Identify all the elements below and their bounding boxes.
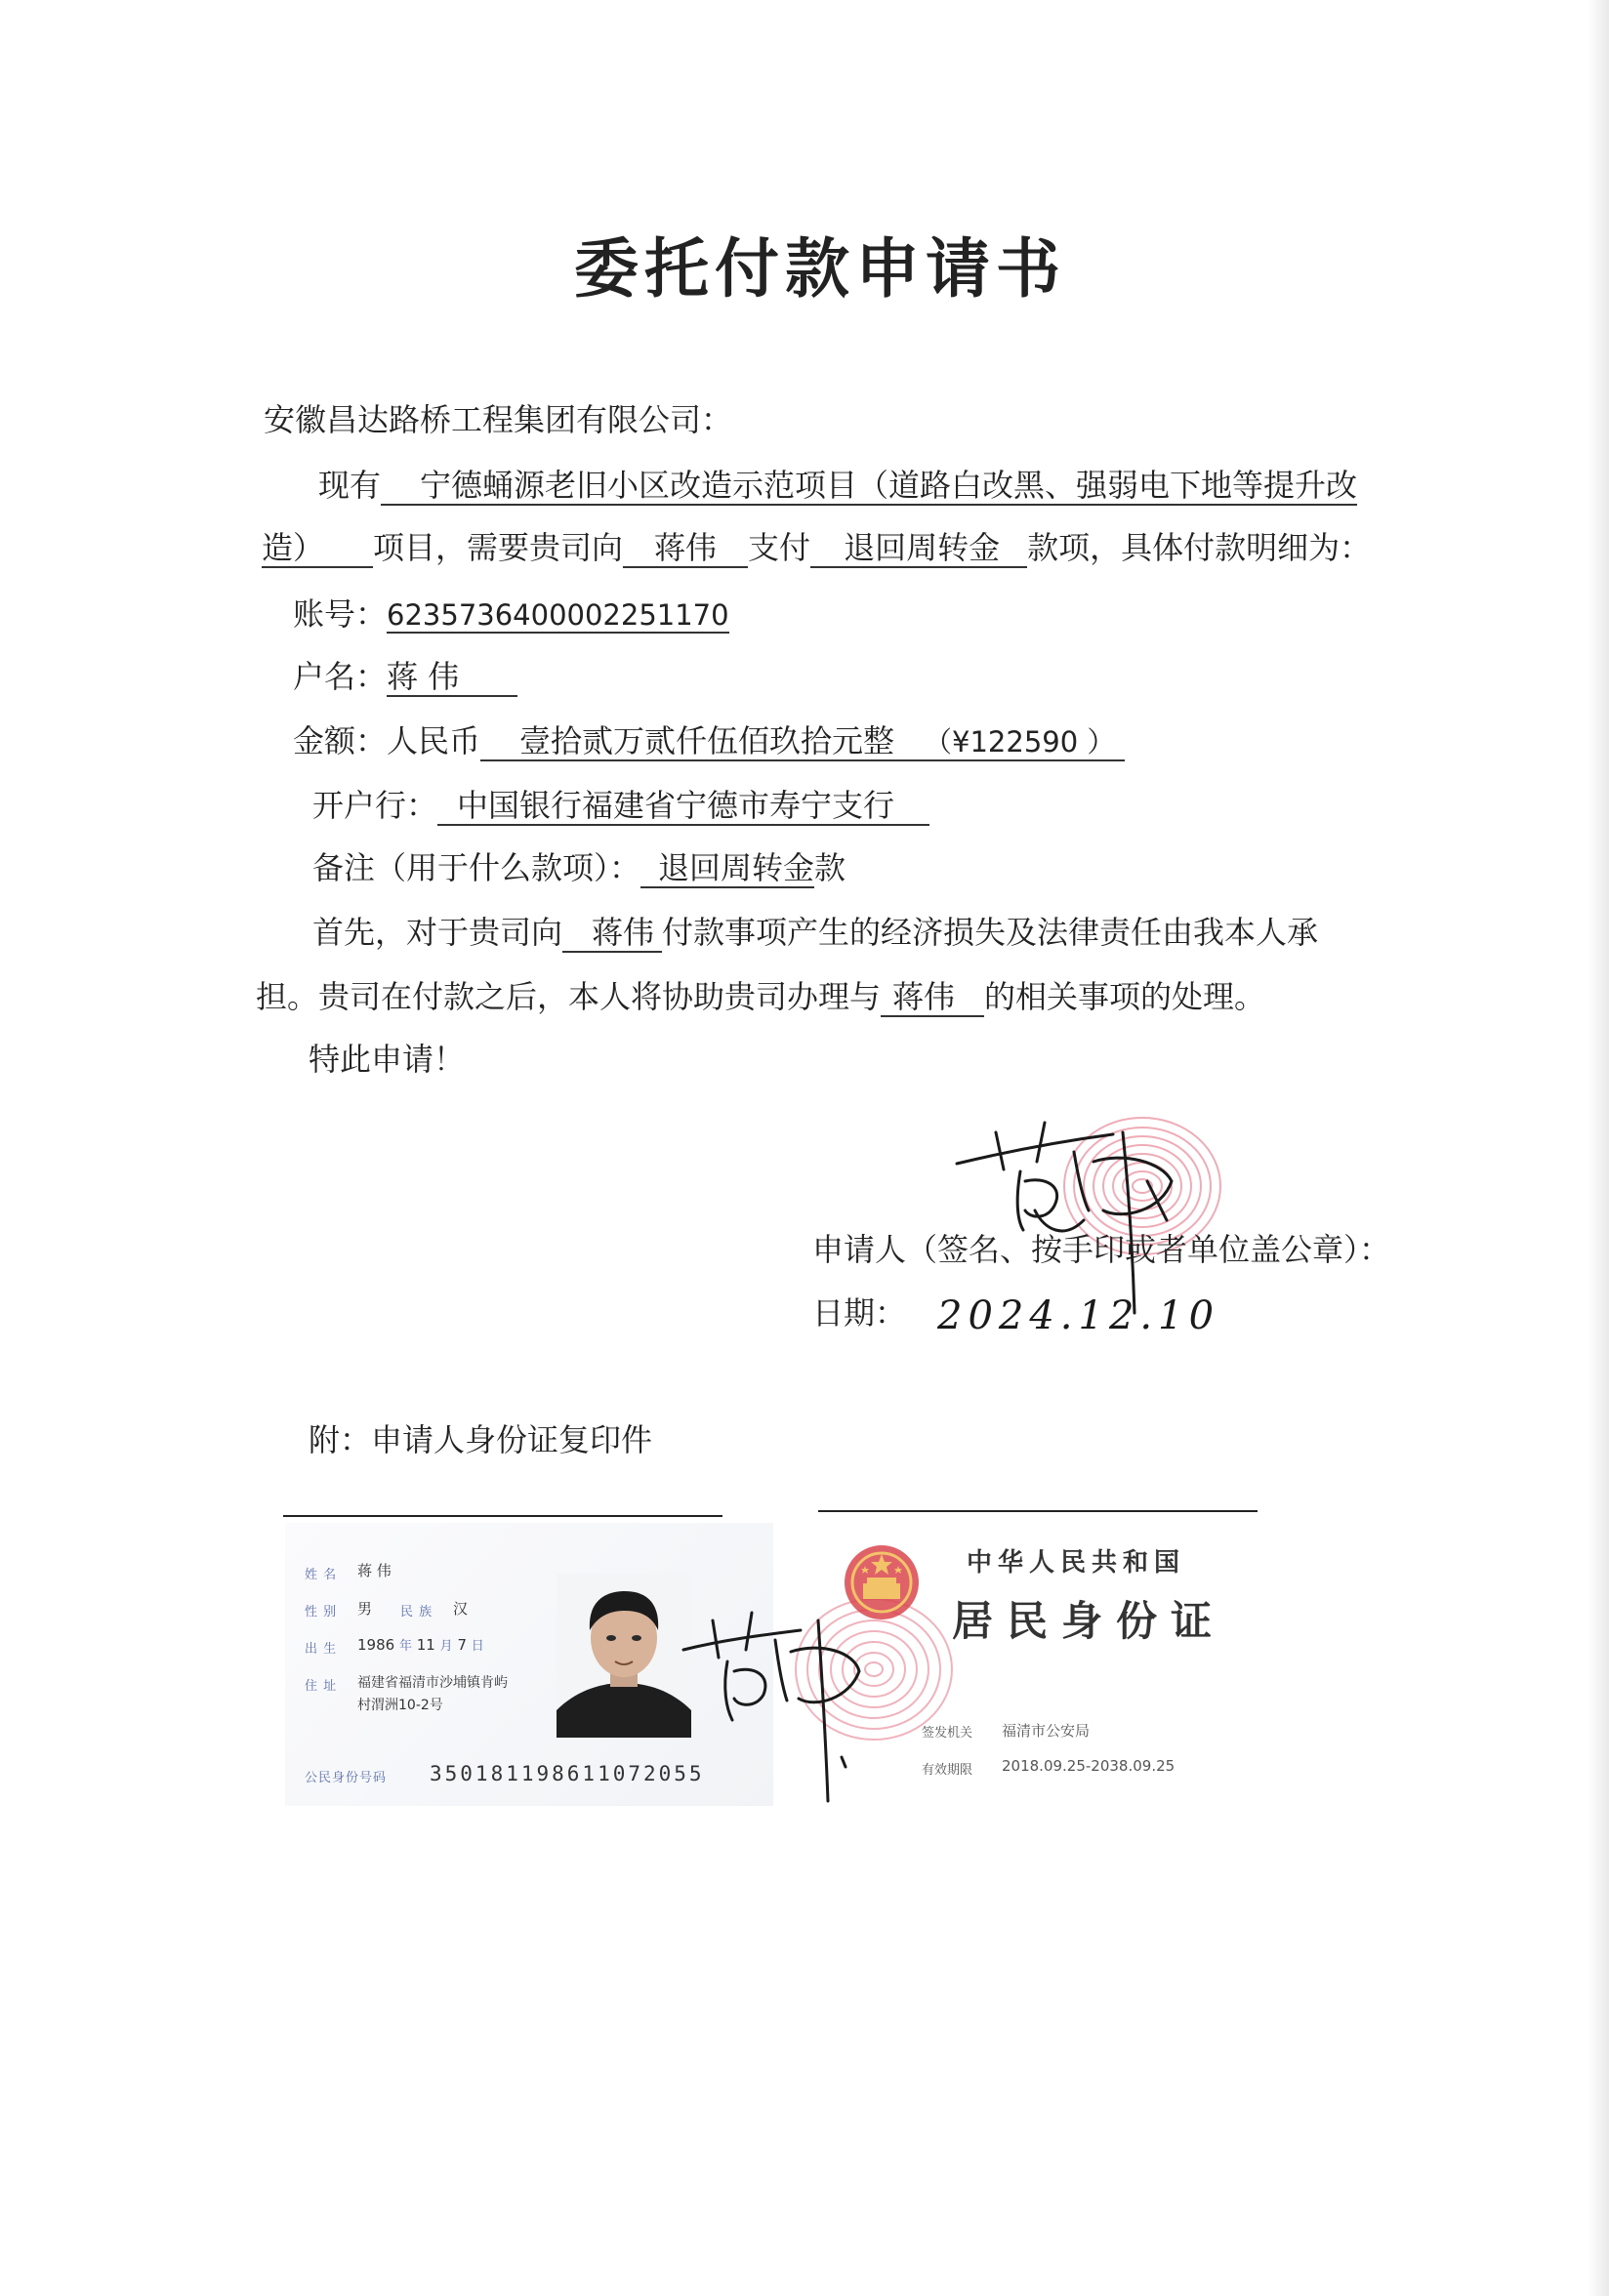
remark-line: [312, 843, 846, 888]
id-birth-year-unit: 年: [398, 1639, 412, 1654]
id-birth-day-unit: 日: [471, 1639, 484, 1654]
id-number-label: 公民身份号码: [305, 1771, 388, 1785]
amount-in-words: 壹拾贰万贰仟伍佰玖拾元整: [519, 722, 895, 759]
paragraph-1-line-2: [262, 523, 1371, 568]
id-name: 蒋 伟: [357, 1562, 392, 1579]
date-label: 日期：: [812, 1294, 907, 1332]
id-back-title: 居民身份证: [952, 1597, 1226, 1645]
id-validity-label: 有效期限: [922, 1763, 973, 1778]
payment-purpose: 退回周转金: [810, 530, 1027, 568]
para2-line2-suffix: 的相关事项的处理。: [984, 978, 1266, 1015]
addressee: 安徽昌达路桥工程集团有限公司：: [264, 401, 733, 438]
id-birth-label: 出 生: [305, 1642, 338, 1657]
id-birth: [357, 1635, 484, 1654]
account-name-line: [293, 652, 517, 697]
para1-prefix: 现有: [318, 467, 382, 504]
para2-name2: 蒋伟: [881, 979, 984, 1017]
id-birth-day: 7: [457, 1636, 467, 1654]
id-copy-top-line-right: [818, 1510, 1258, 1512]
id-back-country: 中华人民共和国: [967, 1548, 1186, 1578]
para2-prefix: 首先，对于贵司向: [312, 914, 563, 951]
amount-line: [293, 717, 1125, 761]
para2-name1: 蒋伟: [562, 915, 662, 953]
attachment-note: 附：申请人身份证复印件: [309, 1421, 653, 1458]
applicant-signature: [928, 1093, 1220, 1328]
account-name-value: 蒋 伟: [387, 659, 517, 697]
id-ethnic: 汉: [453, 1600, 469, 1618]
para1-suffix: 款项，具体付款明细为：: [1027, 529, 1372, 566]
national-emblem-icon: [842, 1540, 922, 1624]
id-ethnic-label: 民 族: [400, 1605, 433, 1620]
handwritten-date: [937, 1293, 1230, 1352]
applicant-label: 申请人（签名、按手印或者单位盖公章）：: [812, 1231, 1391, 1268]
scan-edge-shadow: [1588, 0, 1609, 2296]
bank-label: 开户行：: [312, 787, 438, 824]
bank-name: 中国银行福建省宁德市寿宁支行: [437, 788, 929, 826]
account-label: 账号：: [293, 595, 388, 633]
paragraph-2-line-2: [256, 972, 1265, 1017]
paragraph-1-line-1: [318, 461, 1357, 506]
bank-line: [312, 781, 929, 826]
payee-name: 蒋伟: [623, 530, 748, 568]
id-birth-year: 1986: [357, 1636, 395, 1654]
id-copy-top-line-left: [283, 1515, 722, 1517]
id-birth-month: 11: [416, 1636, 435, 1654]
para1-mid2: 支付: [748, 529, 811, 566]
id-birth-month-unit: 月: [439, 1639, 453, 1654]
id-photo: [557, 1574, 691, 1738]
closing-text: 特此申请！: [309, 1041, 466, 1078]
id-name-label: 姓 名: [305, 1568, 338, 1582]
id-validity: 2018.09.25-2038.09.25: [1002, 1757, 1176, 1775]
id-authority: 福清市公安局: [1002, 1722, 1091, 1740]
amount-fill: [480, 723, 1125, 761]
account-line: [293, 590, 729, 635]
paragraph-2-line-1: [312, 908, 1318, 953]
project-name-line2: 造）: [262, 530, 373, 568]
amount-label: 金额：人民币: [293, 722, 481, 759]
account-number: 6235736400002251170: [387, 598, 729, 632]
remark-label: 备注（用于什么款项）：: [312, 849, 641, 886]
id-sex: 男: [357, 1600, 373, 1618]
amount-figure: （¥122590 ）: [924, 725, 1116, 758]
id-sex-label: 性 别: [305, 1605, 338, 1620]
remark-suffix: 款: [814, 849, 846, 886]
id-address-line2: 村渭洲10-2号: [357, 1698, 443, 1713]
document-title: 委托付款申请书: [574, 230, 1066, 307]
para2-line2-prefix: 担。贵司在付款之后，本人将协助贵司办理与: [256, 978, 882, 1015]
para2-mid: 付款事项产生的经济损失及法律责任由我本人承: [662, 914, 1319, 951]
id-address-label: 住 址: [305, 1679, 338, 1694]
account-name-label: 户名：: [293, 658, 388, 695]
id-number: 350181198611072055: [430, 1762, 705, 1785]
remark-value: 退回周转金: [640, 850, 814, 888]
id-address-line1: 福建省福清市沙埔镇肯屿: [357, 1675, 508, 1691]
project-name-line1: 宁德蛹源老旧小区改造示范项目（道路白改黑、强弱电下地等提升改: [381, 468, 1357, 506]
handwritten-date-text: 2024.12.10: [937, 1293, 1220, 1338]
id-authority-label: 签发机关: [922, 1726, 973, 1741]
para1-mid1: 项目，需要贵司向: [373, 529, 624, 566]
